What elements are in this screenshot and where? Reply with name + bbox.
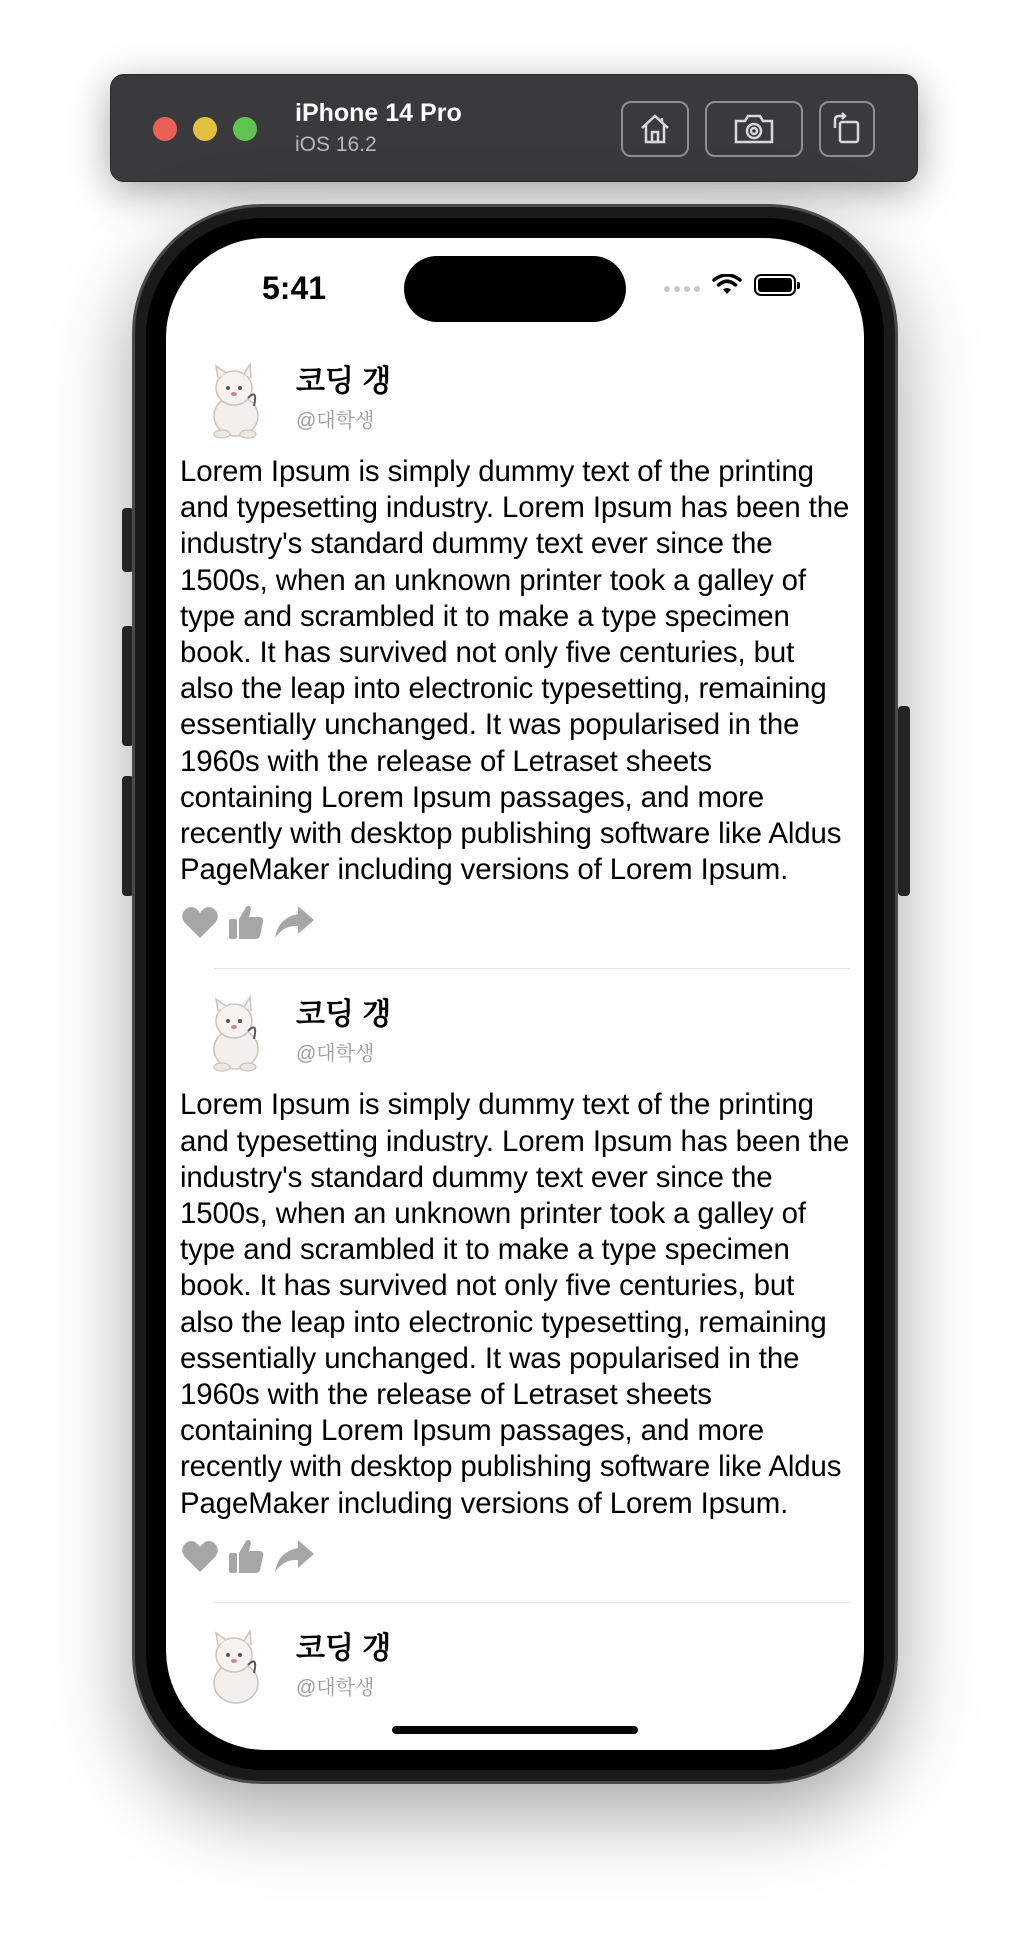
post-body: Lorem Ipsum is simply dummy text of the printing and typesetting industry. Lorem Ipsum has been the industry's standard dummy text ever since the 1500s, when an unknown printer took a galley of type and scrambled it to make a type specimen book. It has survived not only five centuries, but also the leap into electronic typesetting, remaining essentially unchanged. It was popularised in the 1960s with the release of Letraset sheets containing Lorem Ipsum passages, and more recently with desktop publishing software like Aldus PageMaker including versions of Lorem Ipsum. [180, 455, 850, 887]
post-actions [180, 1534, 850, 1578]
author-handle: @대학생 [296, 1043, 375, 1066]
minimize-window-button[interactable] [193, 117, 217, 141]
author-name: 코딩 갱 [296, 1631, 392, 1665]
author-handle: @대학생 [296, 1676, 375, 1699]
post-header [180, 985, 850, 1087]
screenshot-button[interactable] [705, 101, 803, 157]
heart-icon[interactable] [180, 902, 220, 942]
home-indicator[interactable] [392, 1726, 638, 1734]
divider [214, 968, 850, 969]
camera-icon [732, 112, 776, 146]
post-header [180, 352, 850, 454]
thumbs-up-icon[interactable] [226, 1536, 266, 1576]
power-button [898, 706, 910, 896]
wifi-icon [712, 274, 742, 296]
os-version: iOS 16.2 [295, 133, 377, 156]
status-time: 5:41 [262, 270, 327, 306]
post-actions [180, 900, 850, 944]
post [166, 1619, 864, 1721]
home-button[interactable] [621, 101, 689, 157]
rotate-icon [831, 112, 863, 146]
zoom-window-button[interactable] [233, 117, 257, 141]
status-indicators [664, 274, 796, 296]
home-icon [638, 112, 672, 146]
simulator-title-bar [110, 74, 918, 182]
share-icon[interactable] [272, 1536, 316, 1576]
avatar[interactable] [200, 1625, 272, 1707]
heart-icon[interactable] [180, 1536, 220, 1576]
author-handle: @대학생 [296, 410, 375, 432]
author-name: 코딩 갱 [296, 365, 392, 398]
post-header [180, 1619, 850, 1721]
post [166, 352, 864, 969]
phone-screen [166, 238, 864, 1750]
close-window-button[interactable] [153, 117, 177, 141]
device-name: iPhone 14 Pro [295, 99, 462, 127]
cellular-signal-icon [664, 286, 700, 292]
rotate-button[interactable] [819, 101, 875, 157]
feed [166, 352, 864, 1721]
thumbs-up-icon[interactable] [226, 902, 266, 942]
dynamic-island [404, 256, 626, 322]
post-body: Lorem Ipsum is simply dummy text of the printing and typesetting industry. Lorem Ipsum has been the industry's standard dummy text ever since the 1500s, when an unknown printer took a galley of type and scrambled it to make a type specimen book. It has survived not only five centuries, but also the leap into electronic typesetting, remaining essentially unchanged. It was popularised in the 1960s with the release of Letraset sheets containing Lorem Ipsum passages, and more recently with desktop publishing software like Aldus PageMaker including versions of Lorem Ipsum. [180, 1088, 850, 1520]
share-icon[interactable] [272, 902, 316, 942]
post [166, 985, 864, 1602]
author-name: 코딩 갱 [296, 998, 392, 1032]
avatar[interactable] [200, 358, 272, 440]
divider [214, 1602, 850, 1603]
battery-icon [754, 274, 796, 296]
avatar[interactable] [200, 991, 272, 1073]
